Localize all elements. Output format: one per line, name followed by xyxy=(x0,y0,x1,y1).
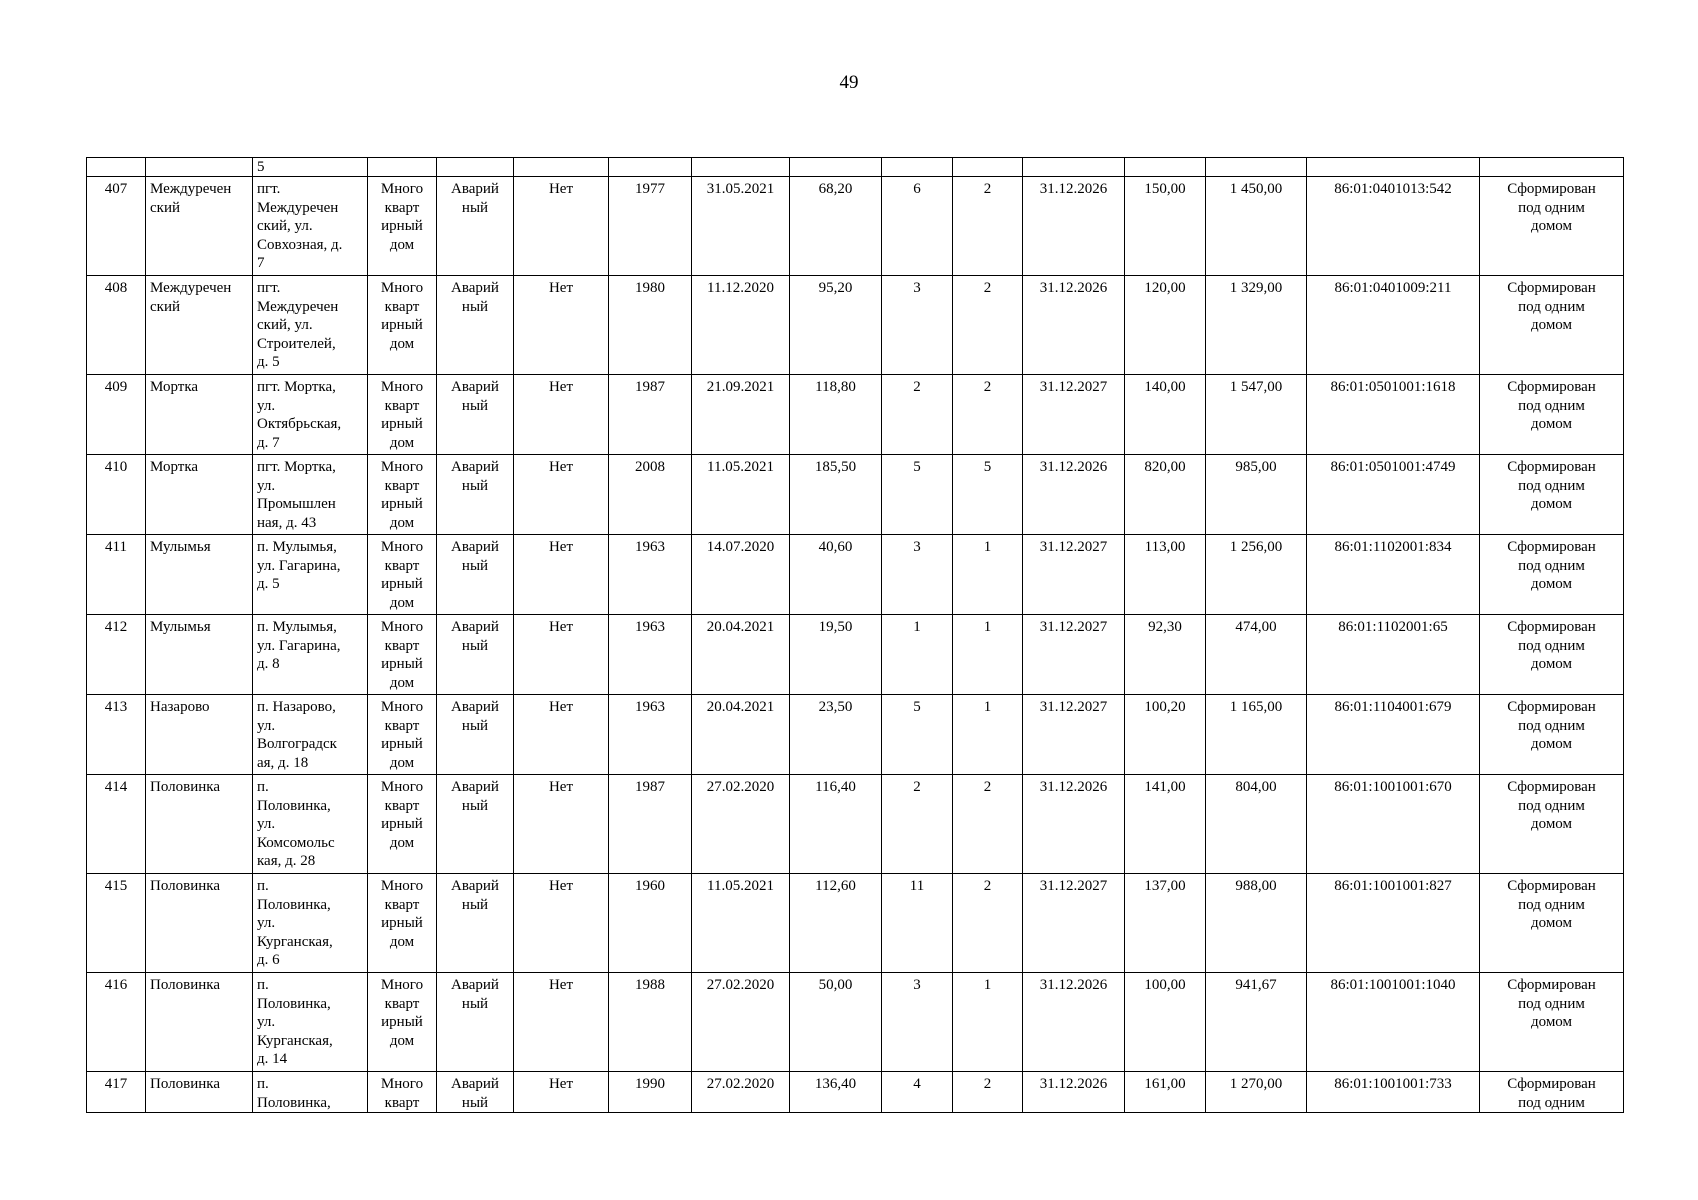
cell-status: Аварий ный xyxy=(437,874,514,973)
cell-cadastral-number: 86:01:1104001:679 xyxy=(1307,695,1480,775)
cell-house-type: Много кварт ирный дом xyxy=(368,973,437,1072)
cell-value-a: 100,20 xyxy=(1125,695,1206,775)
cell-settlement: Половинка xyxy=(146,973,253,1072)
cell-value-b: 1 165,00 xyxy=(1206,695,1307,775)
cell-row-number: 415 xyxy=(87,874,146,973)
cell-flag: Нет xyxy=(514,775,609,874)
cell-cadastral-number: 86:01:0401009:211 xyxy=(1307,276,1480,375)
cell-settlement: Мулымья xyxy=(146,615,253,695)
cell-count-b: 2 xyxy=(953,874,1023,973)
table-row xyxy=(87,455,1624,535)
cell-cadastral-number: 86:01:1001001:827 xyxy=(1307,874,1480,973)
cell-area: 50,00 xyxy=(790,973,882,1072)
cell-cadastral-number: 86:01:1001001:1040 xyxy=(1307,973,1480,1072)
cell-value-a: 820,00 xyxy=(1125,455,1206,535)
cell-house-type: Много кварт ирный дом xyxy=(368,375,437,455)
cell-cadastral-number: 86:01:0501001:4749 xyxy=(1307,455,1480,535)
cell-value-b: 988,00 xyxy=(1206,874,1307,973)
cell-address: пгт. Мортка, ул. Промышлен ная, д. 43 xyxy=(253,455,368,535)
cell-row-number: 413 xyxy=(87,695,146,775)
cell-formation: Сформирован под одним домом xyxy=(1480,874,1624,973)
housing-registry-table xyxy=(86,157,1624,1113)
cell-count-b: 1 xyxy=(953,695,1023,775)
cell-value-a: 113,00 xyxy=(1125,535,1206,615)
cell-area: 185,50 xyxy=(790,455,882,535)
cell-date: 27.02.2020 xyxy=(692,1072,790,1113)
cell-status: Аварий ный xyxy=(437,535,514,615)
cell-flag: Нет xyxy=(514,695,609,775)
cell-settlement: Половинка xyxy=(146,1072,253,1113)
cell-status: Аварий ный xyxy=(437,455,514,535)
cell-count-b: 2 xyxy=(953,1072,1023,1113)
cell-house-type: Много кварт ирный дом xyxy=(368,775,437,874)
cell-year: 1963 xyxy=(609,535,692,615)
cell-flag: Нет xyxy=(514,874,609,973)
cell-house-type: Много кварт ирный дом xyxy=(368,455,437,535)
cell-date: 21.09.2021 xyxy=(692,375,790,455)
cell-count-a: 6 xyxy=(882,177,953,276)
cell-count-b: 1 xyxy=(953,535,1023,615)
cell-year: 1987 xyxy=(609,775,692,874)
cell-count-a: 5 xyxy=(882,695,953,775)
cell-year: 1963 xyxy=(609,695,692,775)
cell-flag: Нет xyxy=(514,973,609,1072)
cell-row-number: 414 xyxy=(87,775,146,874)
cell-value-b: 1 547,00 xyxy=(1206,375,1307,455)
cell-formation: Сформирован под одним домом xyxy=(1480,695,1624,775)
cell-value-b: 1 450,00 xyxy=(1206,177,1307,276)
cell-status: Аварий ный xyxy=(437,276,514,375)
cell-address: пгт. Междуречен ский, ул. Совхозная, д. 7 xyxy=(253,177,368,276)
cell-house-type: Много кварт xyxy=(368,1072,437,1113)
cell-address: п. Половинка, ул. Курганская, д. 6 xyxy=(253,874,368,973)
cell-house-type: Много кварт ирный дом xyxy=(368,177,437,276)
cell-area: 95,20 xyxy=(790,276,882,375)
cell-date: 20.04.2021 xyxy=(692,695,790,775)
cell-formation: Сформирован под одним домом xyxy=(1480,615,1624,695)
cell-area: 19,50 xyxy=(790,615,882,695)
cell-count-a: 4 xyxy=(882,1072,953,1113)
cell-value-a: 150,00 xyxy=(1125,177,1206,276)
cell-area: 40,60 xyxy=(790,535,882,615)
cell-count-a: 3 xyxy=(882,535,953,615)
cell-value-a: 120,00 xyxy=(1125,276,1206,375)
cell-flag: Нет xyxy=(514,276,609,375)
cell-year: 2008 xyxy=(609,455,692,535)
cell-formation: Сформирован под одним домом xyxy=(1480,177,1624,276)
table-row xyxy=(87,177,1624,276)
cell-count-b: 1 xyxy=(953,973,1023,1072)
cell-address: пгт. Междуречен ский, ул. Строителей, д. 5 xyxy=(253,276,368,375)
cell-count-b: 2 xyxy=(953,775,1023,874)
cell-value-a: 137,00 xyxy=(1125,874,1206,973)
cell-count-b: 2 xyxy=(953,375,1023,455)
cell-formation: Сформирован под одним домом xyxy=(1480,276,1624,375)
cell-flag: Нет xyxy=(514,455,609,535)
cell-date: 20.04.2021 xyxy=(692,615,790,695)
cell-house-type: Много кварт ирный дом xyxy=(368,695,437,775)
table-row xyxy=(87,695,1624,775)
cell-status: Аварий ный xyxy=(437,177,514,276)
cell-year: 1960 xyxy=(609,874,692,973)
cell-house-type: Много кварт ирный дом xyxy=(368,276,437,375)
cell-formation: Сформирован под одним домом xyxy=(1480,455,1624,535)
carry-over-row xyxy=(87,158,1624,177)
cell-row-number: 411 xyxy=(87,535,146,615)
cell-deadline: 31.12.2027 xyxy=(1023,375,1125,455)
cell-status: Аварий ный xyxy=(437,973,514,1072)
cell-area: 136,40 xyxy=(790,1072,882,1113)
cell-count-b: 1 xyxy=(953,615,1023,695)
cell-date: 27.02.2020 xyxy=(692,973,790,1072)
cell-status: Аварий ный xyxy=(437,695,514,775)
cell-settlement: Междуречен ский xyxy=(146,177,253,276)
cell-deadline: 31.12.2027 xyxy=(1023,695,1125,775)
cell-area: 68,20 xyxy=(790,177,882,276)
cell-date: 27.02.2020 xyxy=(692,775,790,874)
cell-cadastral-number: 86:01:0401013:542 xyxy=(1307,177,1480,276)
cell-deadline: 31.12.2027 xyxy=(1023,874,1125,973)
cell-area: 112,60 xyxy=(790,874,882,973)
cell-deadline: 31.12.2026 xyxy=(1023,775,1125,874)
cell-address: п. Половинка, ул. Комсомольс кая, д. 28 xyxy=(253,775,368,874)
cell-row-number: 412 xyxy=(87,615,146,695)
cell-flag: Нет xyxy=(514,375,609,455)
cell-flag: Нет xyxy=(514,615,609,695)
cell-count-a: 2 xyxy=(882,375,953,455)
cell-flag: Нет xyxy=(514,177,609,276)
cell-status: Аварий ный xyxy=(437,375,514,455)
cell-deadline: 31.12.2027 xyxy=(1023,615,1125,695)
cell-count-a: 2 xyxy=(882,775,953,874)
cell-settlement: Междуречен ский xyxy=(146,276,253,375)
cell-date: 14.07.2020 xyxy=(692,535,790,615)
cell-flag: Нет xyxy=(514,1072,609,1113)
cell-year: 1980 xyxy=(609,276,692,375)
cell-deadline: 31.12.2027 xyxy=(1023,535,1125,615)
cell-deadline: 31.12.2026 xyxy=(1023,177,1125,276)
cell-value-b: 474,00 xyxy=(1206,615,1307,695)
cell-count-a: 5 xyxy=(882,455,953,535)
cell-address: п. Мулымья, ул. Гагарина, д. 8 xyxy=(253,615,368,695)
cell-date: 11.05.2021 xyxy=(692,455,790,535)
cell-count-a: 3 xyxy=(882,276,953,375)
cell-cadastral-number: 86:01:1001001:670 xyxy=(1307,775,1480,874)
cell-address: п. Половинка, xyxy=(253,1072,368,1113)
table-row xyxy=(87,775,1624,874)
cell-formation: Сформирован под одним домом xyxy=(1480,375,1624,455)
cell-area: 118,80 xyxy=(790,375,882,455)
cell-count-b: 5 xyxy=(953,455,1023,535)
cell-status: Аварий ный xyxy=(437,615,514,695)
cell-year: 1977 xyxy=(609,177,692,276)
cell-year: 1990 xyxy=(609,1072,692,1113)
cell-settlement: Мортка xyxy=(146,375,253,455)
cell-row-number: 417 xyxy=(87,1072,146,1113)
cell-count-b: 2 xyxy=(953,177,1023,276)
cell-value-b: 1 329,00 xyxy=(1206,276,1307,375)
cell-deadline: 31.12.2026 xyxy=(1023,455,1125,535)
cell-house-type: Много кварт ирный дом xyxy=(368,615,437,695)
cell-settlement: Мулымья xyxy=(146,535,253,615)
cell-settlement: Половинка xyxy=(146,775,253,874)
cell-formation: Сформирован под одним домом xyxy=(1480,973,1624,1072)
cell-status: Аварий ный xyxy=(437,775,514,874)
cell-value-b: 1 270,00 xyxy=(1206,1072,1307,1113)
cell-value-b: 941,67 xyxy=(1206,973,1307,1072)
cell-house-type: Много кварт ирный дом xyxy=(368,874,437,973)
cell-value-b: 1 256,00 xyxy=(1206,535,1307,615)
cell-count-a: 3 xyxy=(882,973,953,1072)
cell-row-number: 410 xyxy=(87,455,146,535)
cell-date: 11.05.2021 xyxy=(692,874,790,973)
cell-count-b: 2 xyxy=(953,276,1023,375)
cell-value-a: 100,00 xyxy=(1125,973,1206,1072)
cell-cadastral-number: 86:01:0501001:1618 xyxy=(1307,375,1480,455)
cell-area: 23,50 xyxy=(790,695,882,775)
cell-cadastral-number: 86:01:1001001:733 xyxy=(1307,1072,1480,1113)
cell-value-a: 140,00 xyxy=(1125,375,1206,455)
cell-address: 5 xyxy=(253,158,368,177)
table-row xyxy=(87,973,1624,1072)
cell-year: 1963 xyxy=(609,615,692,695)
cell-year: 1987 xyxy=(609,375,692,455)
table-row xyxy=(87,276,1624,375)
cell-value-a: 141,00 xyxy=(1125,775,1206,874)
cell-address: пгт. Мортка, ул. Октябрьская, д. 7 xyxy=(253,375,368,455)
cell-settlement: Половинка xyxy=(146,874,253,973)
cell-formation: Сформирован под одним домом xyxy=(1480,775,1624,874)
cell-date: 31.05.2021 xyxy=(692,177,790,276)
cell-count-a: 11 xyxy=(882,874,953,973)
cell-cadastral-number: 86:01:1102001:834 xyxy=(1307,535,1480,615)
cell-address: п. Половинка, ул. Курганская, д. 14 xyxy=(253,973,368,1072)
cell-count-a: 1 xyxy=(882,615,953,695)
cell-value-b: 985,00 xyxy=(1206,455,1307,535)
cell-row-number: 408 xyxy=(87,276,146,375)
cell-row-number: 407 xyxy=(87,177,146,276)
cell-address: п. Назарово, ул. Волгоградск ая, д. 18 xyxy=(253,695,368,775)
cell-house-type: Много кварт ирный дом xyxy=(368,535,437,615)
table-row xyxy=(87,535,1624,615)
cell-address: п. Мулымья, ул. Гагарина, д. 5 xyxy=(253,535,368,615)
page-number: 49 xyxy=(839,72,859,93)
table-row xyxy=(87,615,1624,695)
cell-value-a: 92,30 xyxy=(1125,615,1206,695)
cell-deadline: 31.12.2026 xyxy=(1023,276,1125,375)
cell-row-number: 409 xyxy=(87,375,146,455)
cell-formation: Сформирован под одним xyxy=(1480,1072,1624,1113)
cell-deadline: 31.12.2026 xyxy=(1023,973,1125,1072)
cell-date: 11.12.2020 xyxy=(692,276,790,375)
table-body xyxy=(87,158,1624,1113)
cell-cadastral-number: 86:01:1102001:65 xyxy=(1307,615,1480,695)
cell-area: 116,40 xyxy=(790,775,882,874)
table-row xyxy=(87,375,1624,455)
cell-settlement: Назарово xyxy=(146,695,253,775)
cell-settlement: Мортка xyxy=(146,455,253,535)
cell-year: 1988 xyxy=(609,973,692,1072)
cell-value-b: 804,00 xyxy=(1206,775,1307,874)
cell-row-number: 416 xyxy=(87,973,146,1072)
cell-status: Аварий ный xyxy=(437,1072,514,1113)
table-row xyxy=(87,874,1624,973)
cell-deadline: 31.12.2026 xyxy=(1023,1072,1125,1113)
cell-value-a: 161,00 xyxy=(1125,1072,1206,1113)
table-row xyxy=(87,1072,1624,1113)
cell-formation: Сформирован под одним домом xyxy=(1480,535,1624,615)
cell-flag: Нет xyxy=(514,535,609,615)
